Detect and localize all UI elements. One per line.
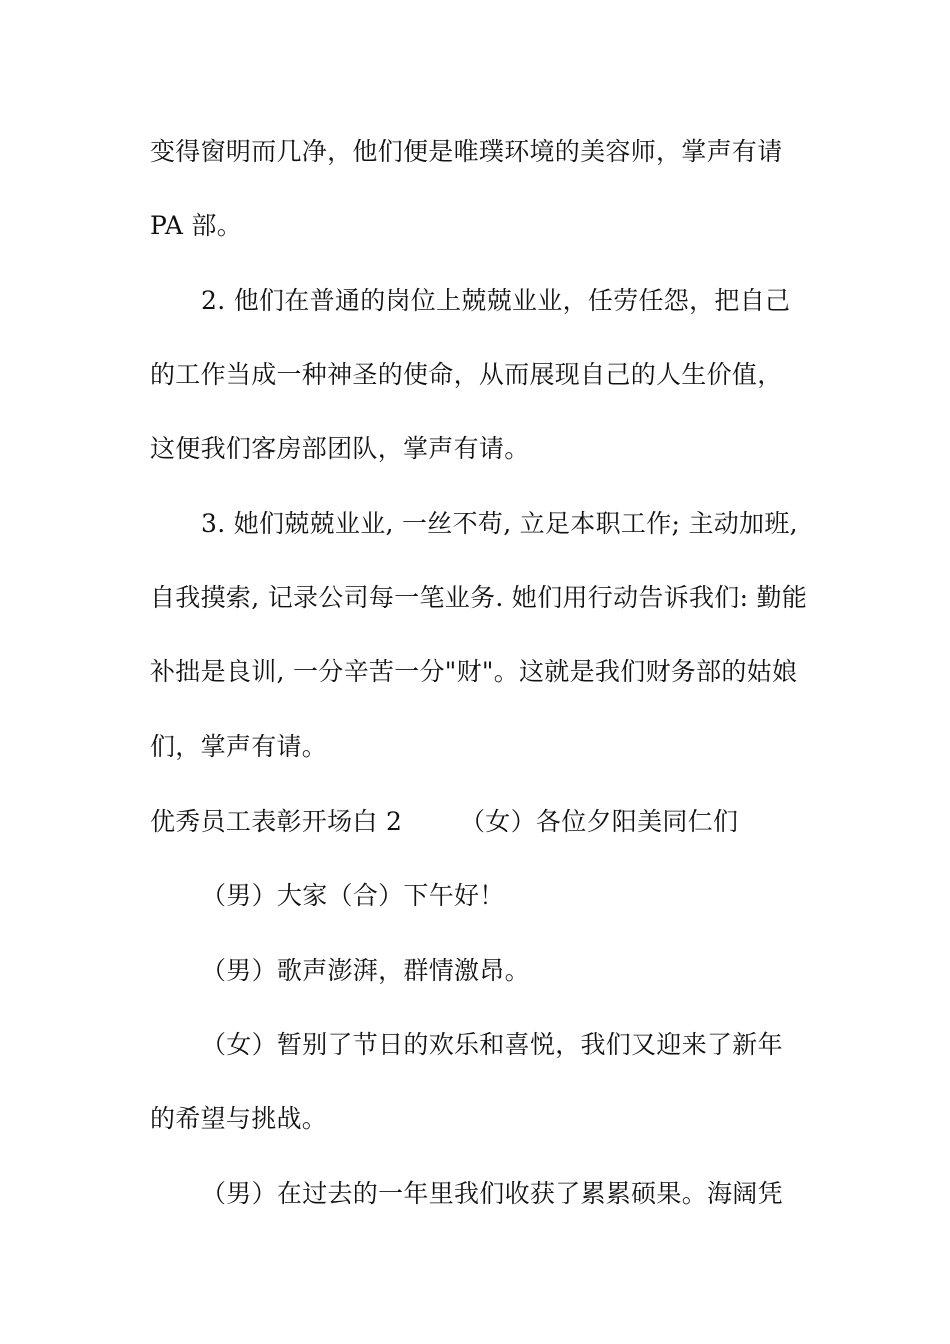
dialogue-line: （男）歌声澎湃，群情激昂。 [201, 956, 530, 985]
paragraph-line: 这便我们客房部团队，掌声有请。 [150, 434, 530, 463]
paragraph-line: 3. 她们兢兢业业, 一丝不苟, 立足本职工作; 主动加班, [201, 509, 798, 538]
paragraph-line: 补拙是良训, 一分辛苦一分"财"。这就是我们财务部的姑娘 [150, 657, 798, 686]
dialogue-line: 的希望与挑战。 [150, 1104, 328, 1133]
paragraph-line: PA 部。 [150, 211, 243, 240]
dialogue-line: （女）暂别了节日的欢乐和喜悦，我们又迎来了新年 [201, 1030, 783, 1059]
section-title-dialogue: （女）各位夕阳美同仁们 [460, 807, 739, 836]
paragraph-line: 2. 他们在普通的岗位上兢兢业业，任劳任怨，把自己 [201, 286, 791, 315]
paragraph-line: 变得窗明而几净，他们便是唯璞环境的美容师，掌声有请 [150, 137, 783, 166]
section-title: 优秀员工表彰开场白 2 [150, 807, 403, 836]
paragraph-line: 自我摸索, 记录公司每一笔业务. 她们用行动告诉我们: 勤能 [150, 583, 808, 612]
paragraph-line: 们，掌声有请。 [150, 732, 328, 761]
paragraph-line: 的工作当成一种神圣的使命，从而展现自己的人生价值， [150, 360, 783, 389]
dialogue-line: （男）大家（合）下午好！ [201, 881, 505, 910]
dialogue-line: （男）在过去的一年里我们收获了累累硕果。海阔凭 [201, 1179, 783, 1208]
